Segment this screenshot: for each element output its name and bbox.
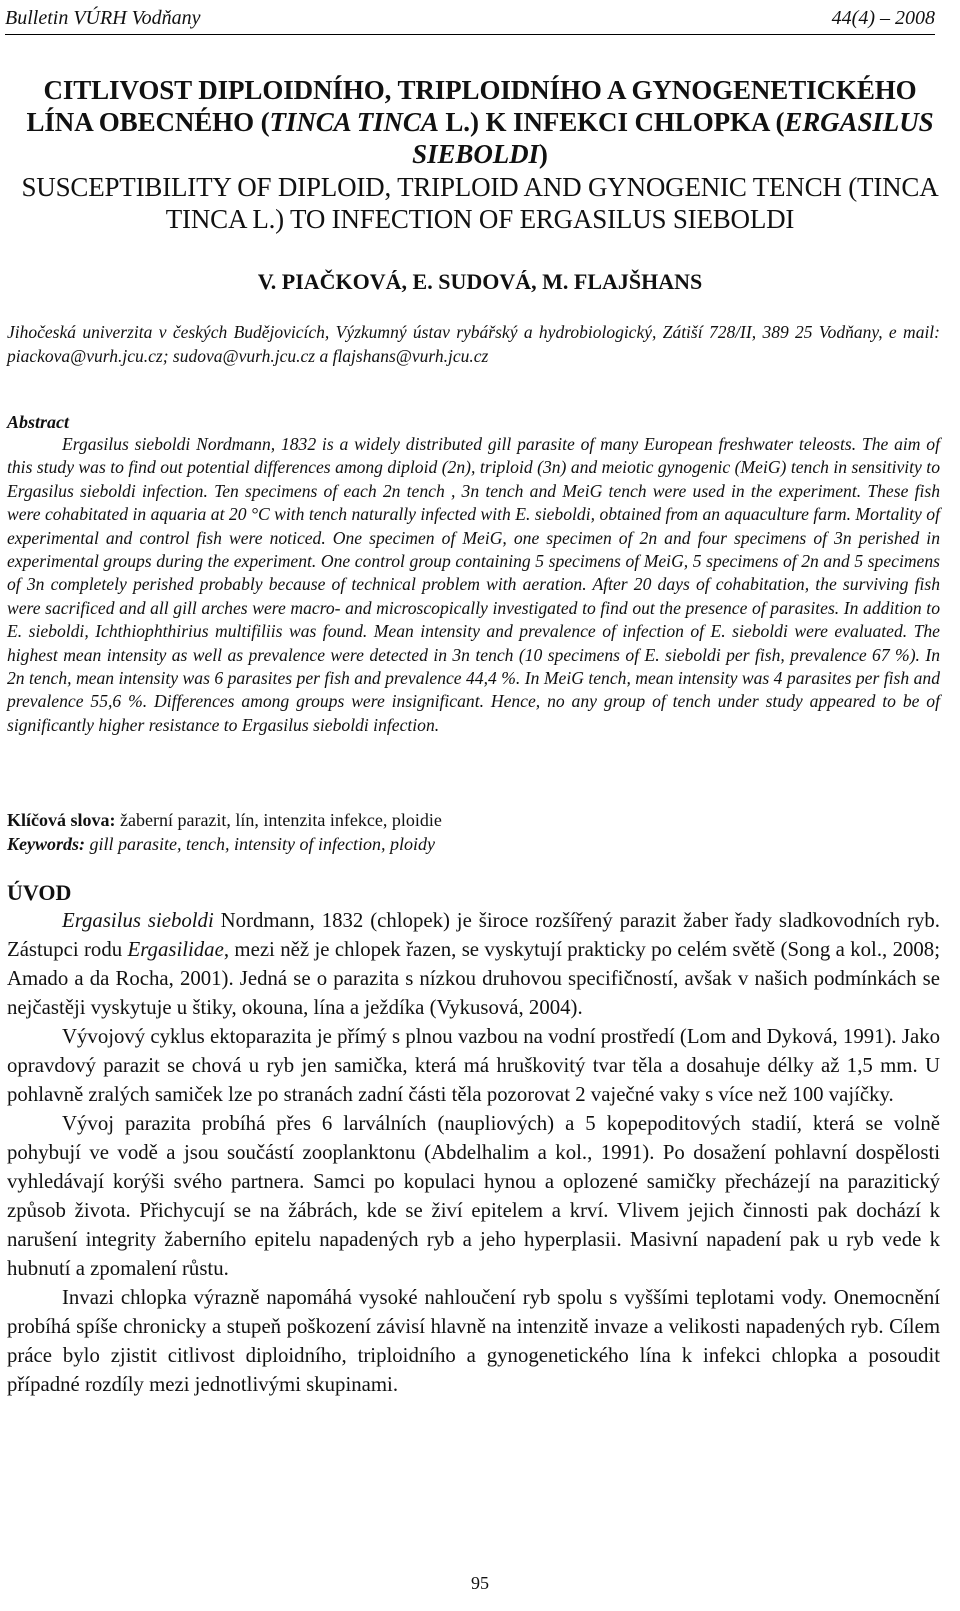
intro-genus: Ergasilidae	[127, 938, 224, 961]
keywords-english	[7, 832, 940, 856]
running-header	[5, 2, 935, 35]
intro-paragraph-1	[7, 906, 940, 1022]
intro-paragraph-3: Vývoj parazita probíhá přes 6 larválních (naupliových) a 5 kopepoditových stadií, která se volně pohybují ve vodě a jsou součástí zooplanktonu (Abdelhalim a kol., 1991). Po dosažení pohlavní dospělosti vyhledávají korýši svého partnera. Samci po kopulaci hynou a oplozené samičky přecházejí na parazitický způsob života. Přichycují se na žábrách, kde se živí epitelem a krví. Vlivem jejich činnosti pak dochází k narušení integrity žaberního epitelu napadených ryb a jeho hyperplasii. Masivní napadení pak u ryb vede k hubnutí a zpomalení růstu.	[7, 1112, 940, 1280]
keywords-czech	[7, 808, 940, 832]
keywords-cz-label: Klíčová slova:	[7, 810, 116, 830]
intro-p1-b: , mezi něž je chlopek řazen, se vyskytují prakticky po celém světě (Song a kol., 2008; Amado a da Rocha, 2001). Jedná se o parazita s nízkou druhovou specifičností, avšak v našich podmínkách se nejčastěji vyskytuje u štiky, okouna, lína a ježdíka (Vykusová, 2004).	[7, 938, 940, 1019]
title-czech	[20, 74, 940, 170]
intro-body	[7, 906, 940, 1399]
intro-paragraph-4: Invazi chlopka výrazně napomáhá vysoké nahloučení ryb spolu s vyššími teplotami vody. Onemocnění probíhá spíše chronicky a stupeň poškození závisí hlavně na intenzitě invaze a velikosti napadených ryb. Cílem práce bylo zjistit citlivost diploidního, triploidního a gynogenetického lína k infekci chlopka a posoudit případné rozdíly mezi jednotlivými skupinami.	[7, 1286, 940, 1396]
intro-paragraph-2: Vývojový cyklus ektoparazita je přímý s plnou vazbou na vodní prostředí (Lom and Dyková, 1991). Jako opravdový parazit se chová u ryb jen samička, která má hruškovitý tvar těla a dosahuje délky až 1,5 mm. U pohlavně zralých samiček lze po stranách zadní části těla pozorovat 2 vaječné vaky s více než 100 vajíčky.	[7, 1025, 940, 1106]
authors: V. PIAČKOVÁ, E. SUDOVÁ, M. FLAJŠHANS	[257, 269, 703, 294]
abstract-text: Ergasilus sieboldi Nordmann, 1832 is a widely distributed gill parasite of many European freshwater teleosts. The aim of this study was to find out potential differences among diploid (2n), triploid (3n) and meiotic gynogenic (MeiG) tench in sensitivity to Ergasilus sieboldi infection. Ten specimens of each 2n tench , 3n tench and MeiG tench were used in the experiment. These fish were cohabitated in aquaria at 20 °C with tench naturally infected with E. sieboldi, obtained from an aquaculture farm. Mortality of experimental and control fish were noticed. One specimen of MeiG, one specimen of 2n and four specimens of 3n perished in experimental groups during the experiment. One control group containing 5 specimens of MeiG, 5 specimens of 2n and 5 specimens of 3n completely perished probably because of technical problem with aeration. After 20 days of cohabitation, the surviving fish were sacrificed and all gill arches were macro- and microscopically investigated to find out the presence of parasites. In addition to E. sieboldi, Ichthiophthirius multifiliis was found. Mean intensity and prevalence of infection of E. sieboldi were evaluated. The highest mean intensity as well as prevalence were detected in 3n tench (10 specimens of E. sieboldi per fish, prevalence 67 %). In 2n tench, mean intensity was 6 parasites per fish and prevalence 44,4 %. In MeiG tench, mean intensity was 4 parasites per fish and prevalence 55,6 %. Differences among groups were insignificant. Hence, no any group of tench under study appeared to be of significantly higher resistance to Ergasilus sieboldi infection.	[7, 434, 940, 735]
intro-p1-a: Nordmann, 1832 (chlopek) je široce rozšířený parazit žaber řady sladkovodních ryb. Zástupci rodu	[7, 909, 940, 961]
page-number: 95	[471, 1573, 489, 1593]
keywords-cz-text: žaberní parazit, lín, intenzita infekce, ploidie	[115, 810, 442, 830]
title-english: SUSCEPTIBILITY OF DIPLOID, TRIPLOID AND GYNOGENIC TENCH (TINCA TINCA L.) TO INFECTION OF ERGASILUS SIEBOLDI	[21, 172, 939, 234]
journal-name: Bulletin VÚRH Vodňany	[5, 7, 201, 29]
issue-info: 44(4) – 2008	[831, 7, 935, 29]
keywords-en-text: gill parasite, tench, intensity of infection, ploidy	[85, 834, 435, 854]
title-cz-part3: )	[538, 139, 548, 169]
title-cz-part2: L.) K INFEKCI CHLOPKA (	[438, 107, 785, 137]
abstract-heading: Abstract	[7, 412, 70, 432]
title-cz-species1: TINCA TINCA	[269, 107, 439, 137]
affiliation: Jihočeská univerzita v českých Budějovicích, Výzkumný ústav rybářský a hydrobiologický, Zátiší 728/II, 389 25 Vodňany, e mail: piackova@vurh.jcu.cz; sudova@vurh.jcu.cz a flajshans@vurh.jcu.cz	[7, 322, 940, 366]
title-cz-part1: CITLIVOST DIPLOIDNÍHO, TRIPLOIDNÍHO A GYNOGENETICKÉHO LÍNA OBECNÉHO (	[26, 75, 917, 137]
intro-species: Ergasilus sieboldi	[62, 909, 214, 932]
intro-heading: ÚVOD	[7, 880, 72, 905]
keywords-en-label: Keywords:	[7, 834, 85, 854]
title-cz-species2: ERGASILUS SIEBOLDI	[412, 107, 934, 169]
